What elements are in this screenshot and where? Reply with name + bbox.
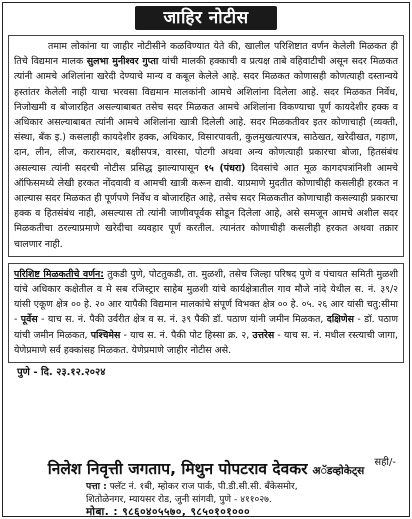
boundary-north: - याच स. नं. मधील रस्त्याची जागा, येणेप्रमाणे सर्व हक्कांसह मिळकत. येणेप्रमाणे जाहीर नोटीस असे.: [14, 329, 398, 356]
boundary-west: - याच स. नं. पैकी पोट हिस्सा क्र. २,: [120, 329, 253, 341]
address-label: पत्ता :: [86, 481, 107, 492]
boundary-east: - याच स. नं. पैकी उर्वरीत क्षेत्र व स. नं. ३९ पैकी डॉ. पठाण यांनी जमीन मिळकत,: [37, 314, 327, 326]
address-line-1: [86, 481, 298, 494]
notice-title: जाहिर नोटीस: [135, 6, 276, 30]
boundary-north-label: उत्तरेस: [252, 329, 275, 341]
address-block: [86, 481, 298, 519]
advocate-role: अॅडव्होकेट्स: [312, 465, 365, 477]
boundary-east-label: पूर्वेस: [20, 314, 38, 326]
owner-name: सुलभा मुनीश्वर गुप्ता: [86, 56, 159, 68]
schedule-text: तुकडी पुणे, पोटतुकडी, ता. मुळशी, तसेच जिल्हा परिषद पुणे व पंचायत समिती मुळशी यांचे अधिकार कक्षेतील व मे सब रजिस्ट्रार साहेब मुळशी यांचे कार्यक्षेत्रातील गाव मौजे नांदे येथील स. नं. ३९/२ यांसी एकूण क्षेत्र ०० हे. २० आर यापैकी विद्यमान मालकांचे संपूर्ण विभक्त क्षेत्र ०० हे. ०५. २६ आर यांसी चतु:सीमा -: [14, 268, 399, 326]
title-wrap: [3, 6, 409, 30]
para-end: यांची मालकी हक्काची व प्रत्यक्ष ताबे वहिवाटीची असून सदर मिळकत त्यांनी आमचे अशिलांना खरेदी देण्याचे मान्य व कबूल केलेले आहे. सदर मिळकत कोणासही कोणत्याही दस्तान्वये हस्तांतर केलेली नाही याचा भरवसा विद्यमान मालकांनी आमचे अशिलांना दिलेला आहे. सदर मिळकत निर्वेध, निजोखमी व बोजारहित असल्याबाबत तसेच सदर मिळकत आमचे अशिलांना विकण्याचा पूर्ण कायदेशीर हक्क व अधिकार असल्याबाबत त्यांनी आमचे अशिलांना खात्री दिलेली आहे. सदर मिळकतीवर इतर कोणाचाही (व्यक्ती, संस्था, बँक इ.) कसलाही कायदेशीर हक्क, अधिकार, विसारपावती, कुलमुखत्यारपत्र, साठेखत, खरेदीखत, गहाण, दान, लीन, लीज, करारमदार, बक्षीसपत्र, वारसा, पोटगी अथवा अन्य कोणत्याही प्रकारचा बोजा, हितसंबंध असल्यास त्यांनी सदरची नोटीस प्रसिद्ध झाल्यापासून: [14, 56, 398, 174]
boundary-south: - डॉ. पठाण यांची जमीन मिळकत,: [14, 314, 398, 341]
objection-days: १५ (पंधरा): [204, 162, 246, 174]
schedule-heading: परिशिष्ट मिळकतीचे वर्णन:: [14, 268, 104, 280]
advocate-names: निलेश निवृत्ती जगताप, मिथुन पोपटराव देवकर: [47, 460, 308, 478]
signature-label: सही/-: [374, 457, 396, 468]
notice-paragraph: [14, 39, 398, 252]
mobile-label: मोबा. :: [86, 506, 119, 518]
public-notice: [2, 2, 410, 517]
mobile-line: [86, 506, 298, 519]
boundary-south-label: दक्षिणेस: [326, 314, 354, 326]
address-text-1: फ्लॅट नं. १बी, म्होकर राज पार्क, पी.डी.सी.सी. बँकेसमोर,: [106, 481, 298, 492]
mobile-numbers: ९८६०४०५५७०, ९८५०१०१०००: [118, 506, 251, 518]
place-date: पुणे - दि. २३.१२.२०२४: [17, 367, 106, 379]
notice-body: [8, 35, 404, 257]
address-line-2: शितोळेनगर, म्यायसर रोड, जुनी सांगवी, पुणे - ४११०२७.: [86, 493, 272, 505]
signatory-block: [0, 459, 412, 479]
para-rest: दिवसांचे आत मूळ कागदपत्रांनिशी आमचे ऑफिसमध्ये लेखी हरकत नोंदवावी व आमची खात्री करून द्यावी. याप्रमाणे मुदतीत कोणाचीही कसलीही हरकत न आल्यास सदर मिळकत ही पूर्णपणे निर्वेध व बोजारहित आहे, तसेच सदर मिळकतीत कोणाचाही कसल्याही प्रकारचा हक्क व हितसंबंध नाही, असल्यास तो त्यांनी जाणीवपूर्वक सोडून दिलेला आहे, असे समजून आमचे अशील सदर मिळकतीचा ठरल्याप्रमाणे खरेदीचा व्यवहार पूर्ण करतील. त्यानंतर कोणाचीही कसलीही हरकत अथवा तक्रार चालणार नाही.: [14, 162, 398, 250]
boundary-west-label: पश्चिमेस: [90, 329, 121, 341]
property-schedule: [8, 263, 404, 363]
para-start: तमाम लोकांना या जाहीर नोटीसीने कळविण्यात येते की, खालील परिशिष्टात वर्णन केलेली मिळकत ही तिचे विद्यमान मालक: [14, 41, 398, 68]
